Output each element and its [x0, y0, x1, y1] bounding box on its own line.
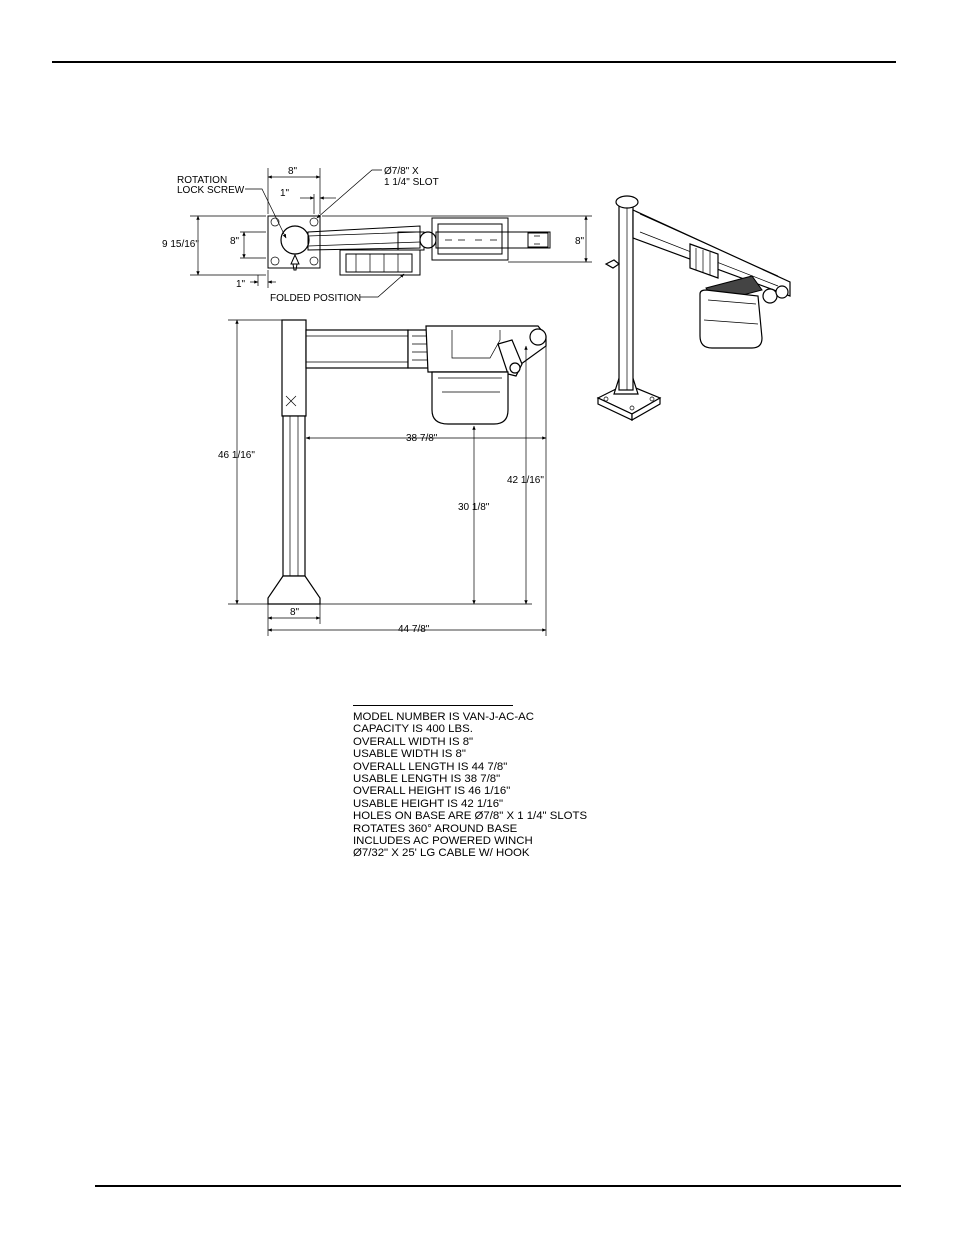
callout-slot-line2: 1 1/4" SLOT	[384, 177, 439, 188]
spec-line: MODEL NUMBER IS VAN-J-AC-AC	[353, 711, 534, 723]
spec-line: HOLES ON BASE ARE Ø7/8" X 1 1/4" SLOTS	[353, 810, 588, 823]
spec-notes-rule	[353, 705, 513, 706]
dim-overall-height: 46 1/16"	[218, 450, 255, 461]
spec-line: ROTATES 360° AROUND BASE	[353, 822, 518, 835]
spec-notes	[353, 705, 653, 860]
spec-line: CAPACITY IS 400 LBS.	[353, 723, 473, 736]
callout-rotation-lock-line2: LOCK SCREW	[177, 185, 245, 196]
dim-base-width: 8"	[290, 607, 300, 618]
dim-left-height-8: 8"	[230, 236, 240, 247]
isometric-view	[598, 196, 790, 420]
spec-line: USABLE WIDTH IS 8"	[353, 748, 466, 761]
dim-usable-length: 38 7/8"	[406, 433, 438, 444]
spec-line: Ø7/32" X 25' LG CABLE W/ HOOK	[353, 847, 530, 860]
spec-line: INCLUDES AC POWERED WINCH	[353, 835, 533, 848]
top-view	[162, 166, 592, 304]
spec-line: OVERALL WIDTH IS 8"	[353, 735, 474, 748]
dim-usable-height: 42 1/16"	[507, 475, 544, 486]
side-view	[218, 320, 546, 636]
spec-line: USABLE HEIGHT IS 42 1/16"	[353, 797, 504, 810]
spec-line: OVERALL HEIGHT IS 46 1/16"	[353, 785, 511, 798]
dim-top-width: 8"	[288, 166, 298, 177]
spec-line: USABLE LENGTH IS 38 7/8"	[353, 773, 501, 786]
dim-right-height: 8"	[575, 236, 585, 247]
dim-top-offset: 1"	[280, 188, 290, 199]
callout-slot-line1: Ø7/8" X	[384, 166, 419, 177]
dim-overall-length: 44 7/8"	[398, 624, 430, 635]
dim-left-height-9-15-16: 9 15/16"	[162, 239, 199, 250]
spec-line: OVERALL LENGTH IS 44 7/8"	[353, 760, 508, 773]
callout-rotation-lock-line1: ROTATION	[177, 175, 228, 186]
callout-folded-position: FOLDED POSITION	[270, 293, 362, 304]
dim-bottom-offset: 1"	[236, 279, 246, 290]
dim-hook-height: 30 1/8"	[458, 502, 490, 513]
